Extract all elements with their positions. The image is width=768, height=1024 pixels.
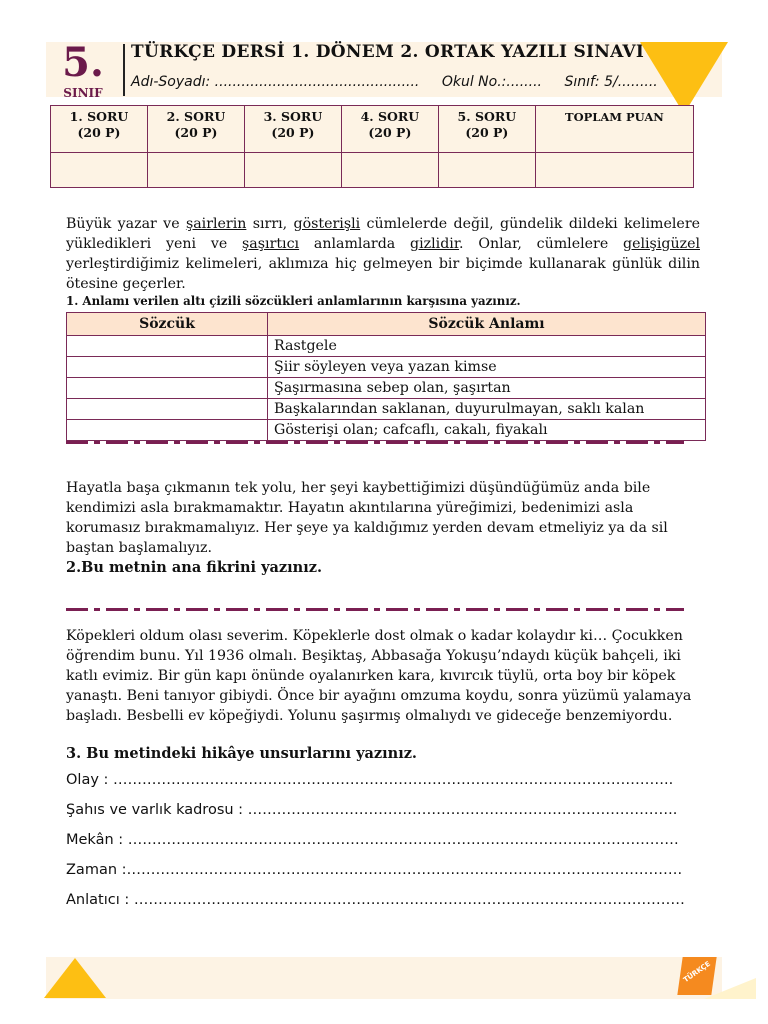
- score-header-q2: 2. SORU (20 P): [147, 106, 244, 153]
- score-header-q4: 4. SORU (20 P): [341, 106, 438, 153]
- answer-cell[interactable]: [67, 399, 268, 420]
- underlined-word: gelişigüzel: [623, 236, 700, 252]
- student-info-line: [131, 74, 676, 90]
- score-cell-q2[interactable]: [147, 153, 244, 188]
- meaning-cell: Gösterişi olan; cafcaflı, cakalı, fiyakalı: [268, 420, 706, 441]
- meaning-cell: Şiir söyleyen veya yazan kimse: [268, 357, 706, 378]
- table-row: [67, 378, 706, 399]
- answer-cell[interactable]: [67, 336, 268, 357]
- question-3: 3. Bu metindeki hikâye unsurlarını yazınız.: [66, 745, 417, 762]
- answer-cell[interactable]: [67, 378, 268, 399]
- yellow-triangle-decoration: [640, 42, 728, 114]
- answer-field-time[interactable]: Zaman :…………………………………………………………………………………………………….: [66, 862, 683, 878]
- score-cell-q1[interactable]: [51, 153, 148, 188]
- score-header-q5: 5. SORU (20 P): [438, 106, 535, 153]
- score-table: [50, 105, 694, 188]
- header-divider: [123, 44, 125, 96]
- table-row: [67, 336, 706, 357]
- name-field[interactable]: Adı-Soyadı: ..............................................: [131, 74, 420, 90]
- answer-field-characters[interactable]: Şahıs ve varlık kadrosu : ……………………………………………………………………………..: [66, 802, 678, 818]
- answer-cell[interactable]: [67, 357, 268, 378]
- meaning-cell: Başkalarından saklanan, duyurulmayan, saklı kalan: [268, 399, 706, 420]
- meaning-cell: Şaşırmasına sebep olan, şaşırtan: [268, 378, 706, 399]
- reading-passage-2: Hayatla başa çıkmanın tek yolu, her şeyi kaybettiğimizi düşündüğümüz anda bile kendimizi asla bırakmamaktır. Hayatın akıntılarına yüreğimizi, bedenimizi asla korumasız bırakmamalıyız. Her şeye ya kaldığımız yerden devam etmeliyiz ya da sil baştan başlamalıyız.: [66, 480, 668, 556]
- answer-field-place[interactable]: Mekân : ……………………………………………………………………………………………………: [66, 832, 679, 848]
- table-row: [67, 357, 706, 378]
- underlined-word: şairlerin: [185, 216, 247, 232]
- question-1: 1. Anlamı verilen altı çizili sözcükleri anlamlarının karşısına yazınız.: [66, 294, 521, 308]
- subject-logo-text: TÜRKÇE: [682, 959, 712, 985]
- section-divider: [66, 441, 684, 444]
- grade-number: 5.: [62, 39, 104, 86]
- vocab-header-meaning: Sözcük Anlamı: [268, 313, 706, 336]
- score-header-q1: 1. SORU (20 P): [51, 106, 148, 153]
- score-header-total: TOPLAM PUAN: [535, 106, 693, 153]
- score-cell-q4[interactable]: [341, 153, 438, 188]
- vocabulary-table: [66, 312, 706, 441]
- answer-field-event[interactable]: Olay : ……………………………………………………………………………………………………..: [66, 772, 674, 788]
- underlined-word: şaşırtıcı: [242, 236, 300, 252]
- score-cell-q3[interactable]: [244, 153, 341, 188]
- table-row: [67, 420, 706, 441]
- section-divider: [66, 608, 684, 611]
- answer-field-narrator[interactable]: Anlatıcı : ……………………………………………………………………………………………………: [66, 892, 685, 908]
- grade-badge: [46, 39, 120, 100]
- table-row: [67, 399, 706, 420]
- meaning-cell: Rastgele: [268, 336, 706, 357]
- underlined-word: gösterişli: [293, 216, 361, 232]
- score-cell-total[interactable]: [535, 153, 693, 188]
- answer-cell[interactable]: [67, 420, 268, 441]
- class-field[interactable]: Sınıf: 5/.........: [564, 74, 658, 90]
- footer-band: [46, 957, 722, 999]
- question-2: 2.Bu metnin ana fikrini yazınız.: [66, 559, 323, 576]
- reading-passage-1: Büyük yazar ve şairlerin sırrı, gösterişli cümlelerde değil, gündelik dildeki kelimelere yükledikleri yeni ve şaşırtıcı anlamlarda gizlidir. Onlar, cümlelere gelişigüzel yerleştirdiğimiz kelimeleri, aklımıza hiç gelmeyen bir biçimde kullanarak günlük dilin ötesine geçerler.: [66, 216, 700, 292]
- grade-label: SINIF: [63, 86, 103, 100]
- vocab-header-word: Sözcük: [67, 313, 268, 336]
- school-number-field[interactable]: Okul No.:........: [441, 74, 542, 90]
- score-cell-q5[interactable]: [438, 153, 535, 188]
- reading-passage-3: Köpekleri oldum olası severim. Köpeklerle dost olmak o kadar kolaydır ki… Çocukken öğrendim bunu. Yıl 1936 olmalı. Beşiktaş, Abbasağa Yokuşu’ndaydı küçük bahçeli, iki katlı evimiz. Bir gün kapı önünde oyalanırken kara, kıvırcık tüylü, orta boy bir köpek yanaştı. Beni tanıyor gibiydi. Önce bir ayağını omzuma koydu, sonra yüzümü yalamaya başladı. Besbelli ev köpeğiydi. Yolunu şaşırmış olmalıydı ve gideceğe benzemiyordu.: [66, 628, 692, 724]
- underlined-word: gizlidir: [410, 236, 460, 252]
- exam-title: TÜRKÇE DERSİ 1. DÖNEM 2. ORTAK YAZILI SINAVI: [131, 42, 645, 62]
- yellow-triangle-decoration: [44, 958, 106, 998]
- score-header-q3: 3. SORU (20 P): [244, 106, 341, 153]
